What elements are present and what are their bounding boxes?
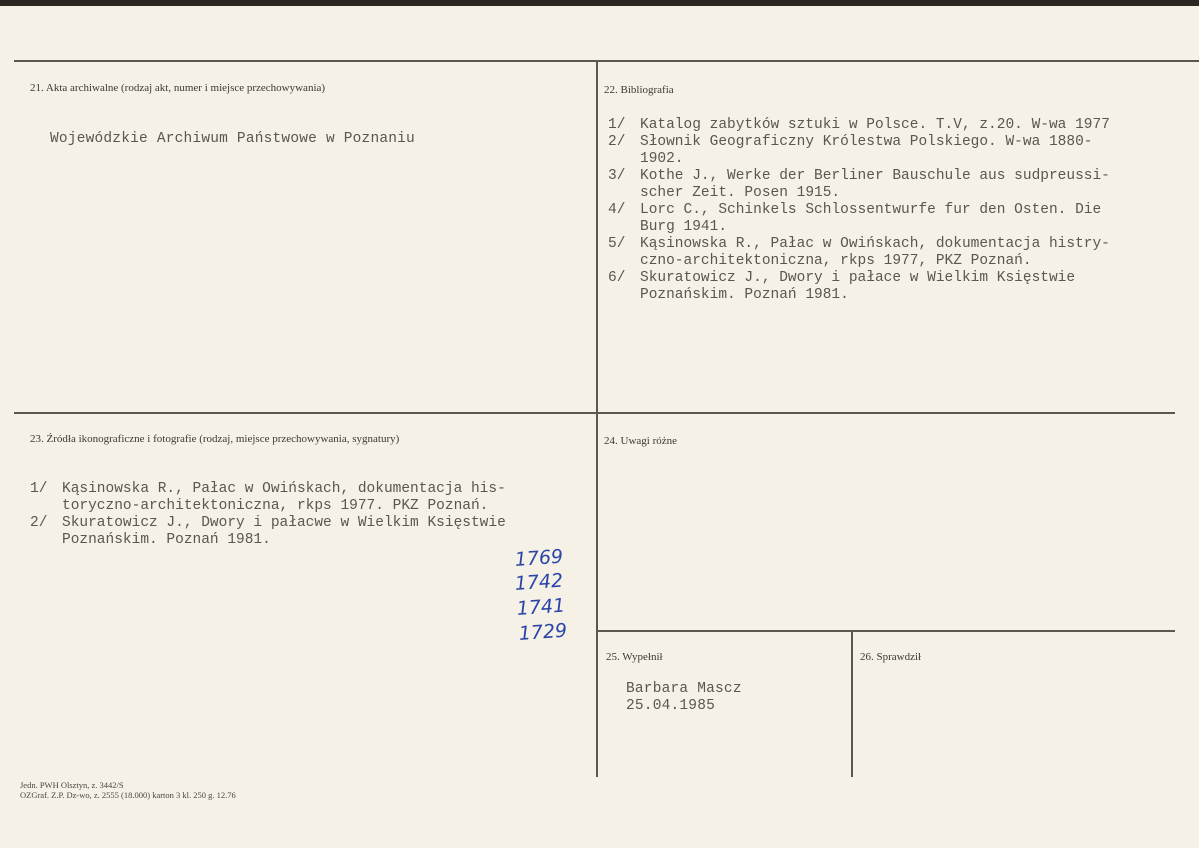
list-item: 6/ Skuratowicz J., Dwory i pałace w Wielkim Księstwie <box>608 270 1076 286</box>
bibliography-list <box>608 117 1110 304</box>
field-25-label: 25. Wypełnił <box>606 651 663 663</box>
field-21-value: Wojewódzkie Archiwum Państwowe w Poznaniu <box>50 131 415 147</box>
printer-imprint-line1: Jedn. PWH Olsztyn, z. 3442/S <box>20 780 124 790</box>
list-item: 2/ Słownik Geograficzny Królestwa Polskiego. W-wa 1880- <box>608 134 1093 150</box>
printer-imprint-line2: OZGraf. Z.P. Dz-wo, z. 2555 (18.000) karton 3 kl. 250 g. 12.76 <box>20 790 236 800</box>
list-item: 4/ Lorc C., Schinkels Schlossentwurfe fur den Osten. Die <box>608 202 1102 218</box>
list-item: 2/ Skuratowicz J., Dwory i pałacwe w Wielkim Księstwie <box>30 515 506 531</box>
filled-by-name: Barbara Mascz <box>626 681 742 697</box>
list-item-cont: 1902. <box>640 151 684 167</box>
field-21-label: 21. Akta archiwalne (rodzaj akt, numer i miejsce przechowywania) <box>30 82 326 94</box>
list-item: 1/ Katalog zabytków sztuki w Polsce. T.V, z.20. W-wa 1977 <box>608 117 1110 133</box>
field-22-label: 22. Bibliografia <box>604 84 674 96</box>
handwritten-signature-1: 1769 <box>514 545 564 571</box>
list-item: 1/ Kąsinowska R., Pałac w Owińskach, dokumentacja his- <box>30 481 506 497</box>
rule-middle <box>14 412 1175 414</box>
list-item-cont: czno-architektoniczna, rkps 1977, PKZ Poznań. <box>640 253 1032 269</box>
handwritten-signature-4: 1729 <box>518 619 568 645</box>
list-item-cont: Burg 1941. <box>640 219 728 235</box>
list-item-cont: scher Zeit. Posen 1915. <box>640 185 841 201</box>
list-item-cont: toryczno-architektoniczna, rkps 1977. PKZ Poznań. <box>62 498 489 514</box>
field-23-label: 23. Źródła ikonograficzne i fotografie (rodzaj, miejsce przechowywania, sygnatury) <box>30 433 400 445</box>
handwritten-signature-3: 1741 <box>516 594 566 620</box>
list-item-cont: Poznańskim. Poznań 1981. <box>640 287 849 303</box>
field-24-label: 24. Uwagi różne <box>604 435 678 447</box>
rule-signature-split <box>851 632 853 777</box>
iconography-list <box>30 481 506 549</box>
rule-center <box>596 62 598 777</box>
card-top-edge <box>0 0 1199 6</box>
rule-top <box>14 60 1199 62</box>
filled-by-date: 25.04.1985 <box>626 698 716 714</box>
rule-signature <box>598 630 1175 632</box>
list-item: 5/ Kąsinowska R., Pałac w Owińskach, dokumentacja histry- <box>608 236 1110 252</box>
handwritten-signature-2: 1742 <box>514 569 564 595</box>
list-item-cont: Poznańskim. Poznań 1981. <box>62 532 271 548</box>
field-26-label: 26. Sprawdził <box>860 651 922 663</box>
list-item: 3/ Kothe J., Werke der Berliner Bauschule aus sudpreussi- <box>608 168 1110 184</box>
